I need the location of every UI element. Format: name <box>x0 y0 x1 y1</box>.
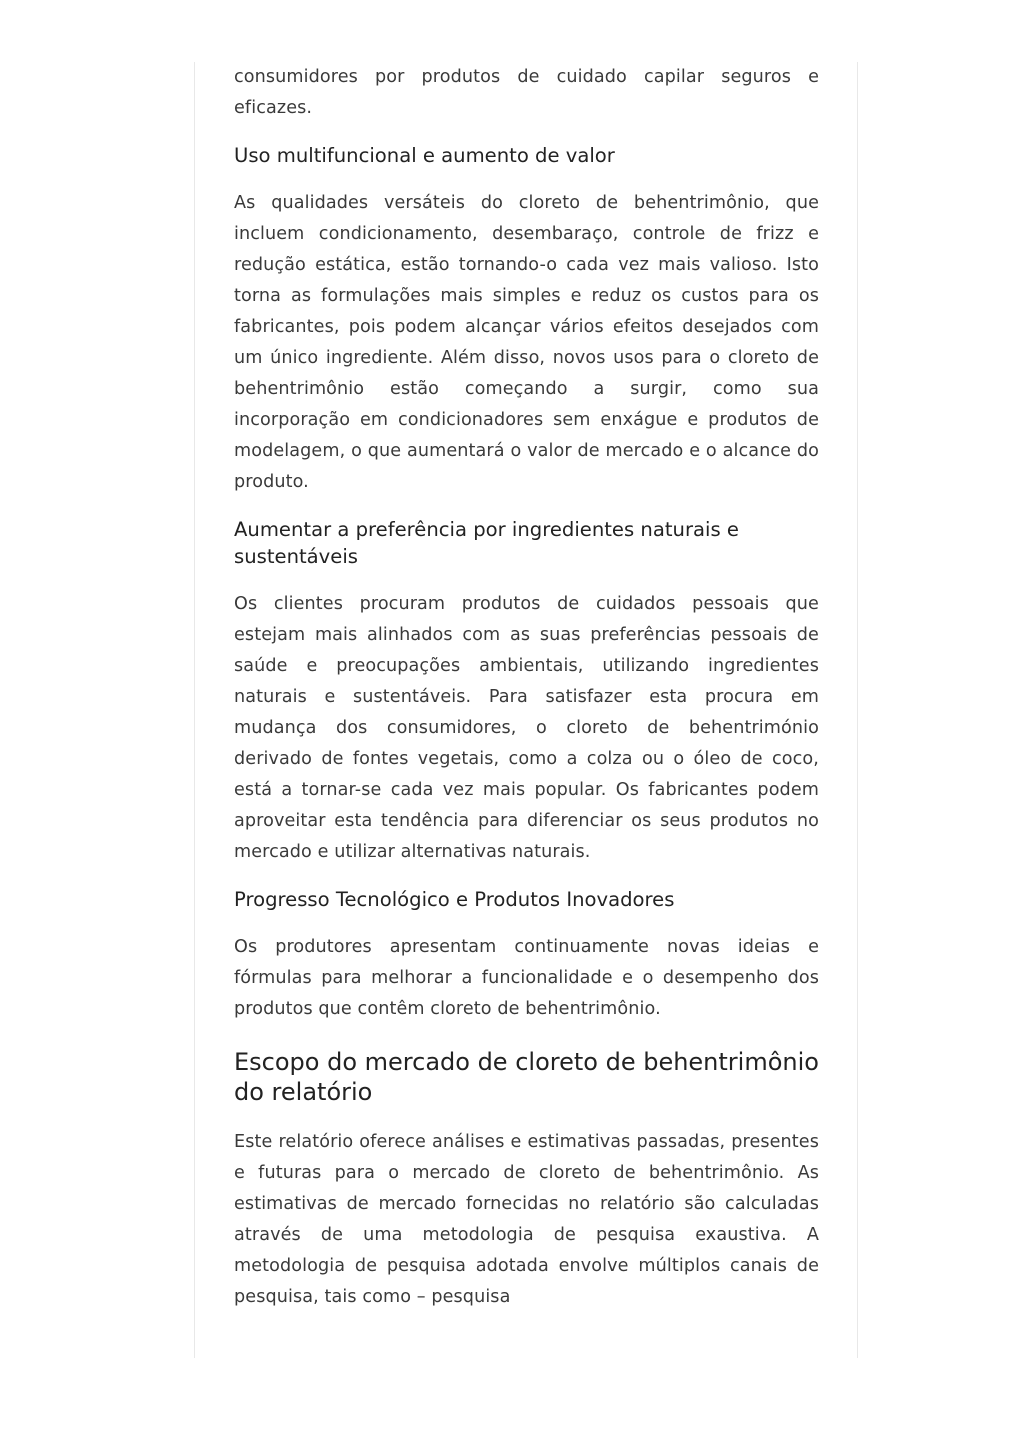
report-scope-heading: Escopo do mercado de cloreto de behentrimônio do relatório <box>234 1048 819 1106</box>
document-page <box>194 62 858 1358</box>
section-paragraph-technological-progress: Os produtores apresentam continuamente novas ideias e fórmulas para melhorar a funcionalidade e o desempenho dos produtos que contêm cloreto de behentrimônio. <box>234 937 819 1019</box>
section-paragraph-natural-ingredients: Os clientes procuram produtos de cuidados pessoais que estejam mais alinhados com as suas preferências pessoais de saúde e preocupações ambientais, utilizando ingredientes naturais e sustentáveis. Para satisfazer esta procura em mudança dos consumidores, o cloreto de behentrimónio derivado de fontes vegetais, como a colza ou o óleo de coco, está a tornar-se cada vez mais popular. Os fabricantes podem aproveitar esta tendência para diferenciar os seus produtos no mercado e utilizar alternativas naturais. <box>234 594 819 862</box>
section-paragraph-multifunctional-use: As qualidades versáteis do cloreto de behentrimônio, que incluem condicionamento, desembaraço, controle de frizz e redução estática, estão tornando-o cada vez mais valioso. Isto torna as formulações mais simples e reduz os custos para os fabricantes, pois podem alcançar vários efeitos desejados com um único ingrediente. Além disso, novos usos para o cloreto de behentrimônio estão começando a surgir, como sua incorporação em condicionadores sem enxágue e produtos de modelagem, o que aumentará o valor de mercado e o alcance do produto. <box>234 193 819 492</box>
intro-paragraph-fragment: consumidores por produtos de cuidado capilar seguros e eficazes. <box>234 67 819 118</box>
report-scope-paragraph: Este relatório oferece análises e estimativas passadas, presentes e futuras para o mercado de cloreto de behentrimônio. As estimativas de mercado fornecidas no relatório são calculadas através de uma metodologia de pesquisa exaustiva. A metodologia de pesquisa adotada envolve múltiplos canais de pesquisa, tais como – pesquisa <box>234 1132 819 1307</box>
section-heading-technological-progress: Progresso Tecnológico e Produtos Inovadores <box>234 888 675 911</box>
article-body <box>234 62 819 1313</box>
section-heading-natural-ingredients: Aumentar a preferência por ingredientes naturais e sustentáveis <box>234 518 739 568</box>
section-heading-multifunctional-use: Uso multifuncional e aumento de valor <box>234 144 615 167</box>
